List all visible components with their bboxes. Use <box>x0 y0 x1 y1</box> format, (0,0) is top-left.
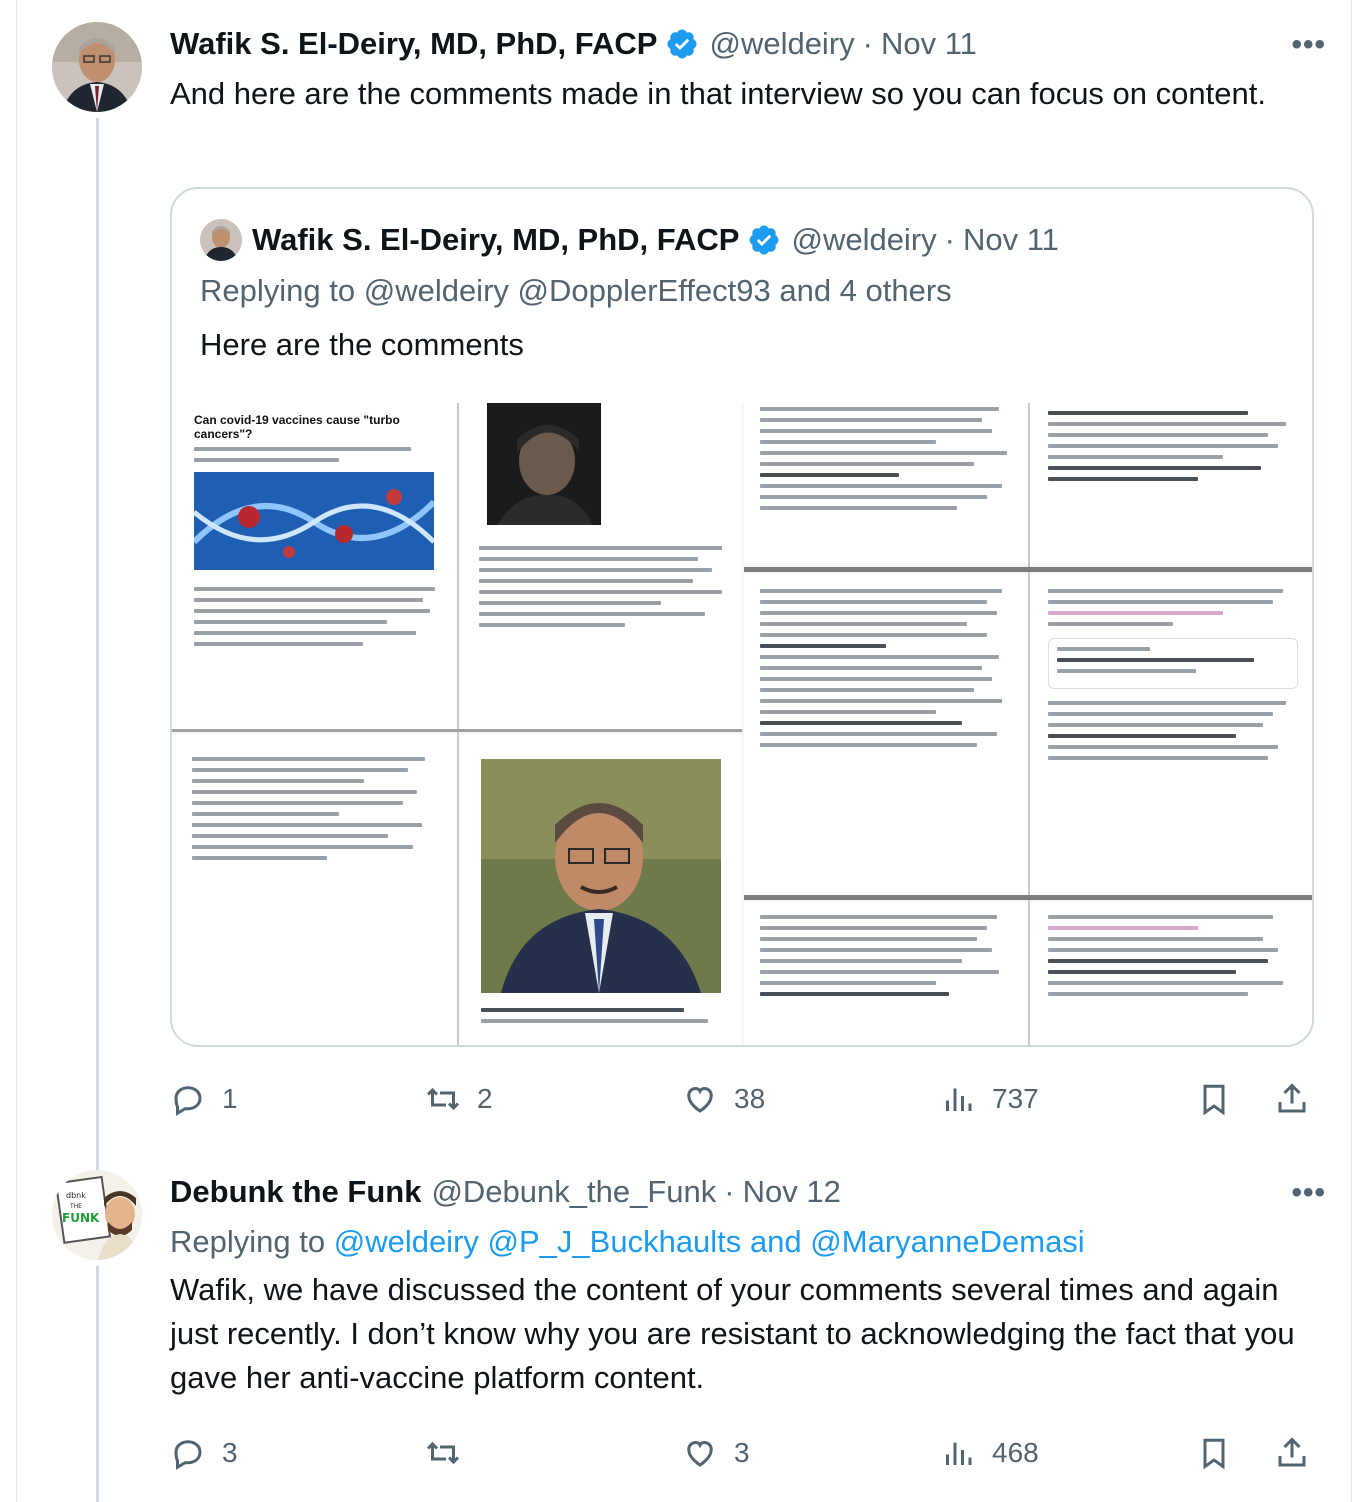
tweet-date[interactable]: Nov 12 <box>742 1174 841 1209</box>
collage-panel-interview-4 <box>1030 575 1314 895</box>
like-button[interactable] <box>682 1428 750 1478</box>
collage-panel-interview-6 <box>744 903 1028 1047</box>
mention-maryannedemasi[interactable]: @MaryanneDemasi <box>810 1224 1085 1259</box>
svg-text:FUNK: FUNK <box>62 1211 100 1225</box>
bookmark-button[interactable] <box>1196 1428 1232 1478</box>
view-count: 468 <box>992 1437 1039 1468</box>
views-icon <box>940 1435 976 1471</box>
tweet-date[interactable]: Nov 11 <box>880 26 977 61</box>
like-button[interactable] <box>682 1074 765 1124</box>
bookmark-icon <box>1196 1435 1232 1471</box>
retweet-icon <box>425 1081 461 1117</box>
quoted-author-handle: @weldeiry <box>791 222 937 257</box>
collage-panel-interview-7 <box>1030 903 1314 1047</box>
retweet-icon <box>425 1435 461 1471</box>
quoted-tweet-card[interactable] <box>170 187 1314 1047</box>
reply-count: 3 <box>222 1437 238 1468</box>
reply-count: 1 <box>222 1083 238 1114</box>
tweet-header <box>170 1172 841 1212</box>
reply-icon <box>170 1081 206 1117</box>
collage-panel-portrait-dark <box>459 403 742 729</box>
collage-panel-interview-1 <box>744 403 1028 563</box>
quoted-separator-dot: · <box>944 222 955 257</box>
share-icon <box>1274 1435 1310 1471</box>
retweet-count: 2 <box>477 1083 493 1114</box>
timeline-border-right <box>1351 0 1352 1502</box>
mention-pj-buckhaults[interactable]: @P_J_Buckhaults <box>487 1224 742 1259</box>
thread-connector-line-bottom <box>96 1266 99 1502</box>
quoted-tweet-date: Nov 11 <box>962 222 1059 257</box>
separator-dot: · <box>724 1174 735 1209</box>
reply-button[interactable] <box>170 1428 238 1478</box>
mention-weldeiry[interactable]: @weldeiry <box>333 1224 479 1259</box>
author-handle[interactable]: @Debunk_the_Funk <box>431 1174 717 1209</box>
quoted-tweet-header <box>200 219 1059 261</box>
avatar-debunk-the-funk[interactable] <box>52 1170 142 1260</box>
replying-to-others: and 4 others <box>770 273 952 308</box>
collage-panel-portrait <box>459 735 742 1047</box>
quoted-avatar <box>200 219 242 261</box>
doctor-portrait-photo <box>481 759 721 993</box>
view-count: 737 <box>992 1083 1039 1114</box>
reply-icon <box>170 1435 206 1471</box>
like-count: 3 <box>734 1437 750 1468</box>
tweet-actions <box>170 1074 1320 1124</box>
author-name[interactable]: Debunk the Funk <box>170 1174 422 1209</box>
dark-portrait-photo <box>487 403 601 525</box>
collage-panel-interview-2 <box>1030 403 1314 563</box>
quoted-tweet-text: Here are the comments <box>200 327 524 362</box>
tweet-text: Wafik, we have discussed the content of your comments several times and again just recently. I don’t know why you are resistant to acknowledging the fact that you gave her anti-vaccine platform content. <box>170 1272 1295 1395</box>
quoted-author-name[interactable]: Wafik S. El-Deiry, MD, PhD, FACP <box>252 222 740 257</box>
replying-to <box>170 1220 1320 1264</box>
more-icon[interactable]: ••• <box>1291 1176 1326 1209</box>
replying-to-and: and <box>749 1224 802 1259</box>
article-headline: Can covid-19 vaccines cause "turbo cancers"? <box>194 413 400 441</box>
author-handle[interactable]: @weldeiry <box>709 26 855 61</box>
avatar-weldeiry[interactable] <box>52 22 142 112</box>
retweet-button[interactable] <box>425 1074 493 1124</box>
like-icon <box>682 1081 718 1117</box>
bookmark-button[interactable] <box>1196 1074 1232 1124</box>
svg-text:THE: THE <box>70 1203 82 1210</box>
tweet-text: And here are the comments made in that interview so you can focus on content. <box>170 76 1266 111</box>
tweet-actions <box>170 1428 1320 1478</box>
collage-panel-interview-5 <box>172 735 457 1047</box>
reply-button[interactable] <box>170 1074 238 1124</box>
verified-badge-icon <box>665 27 699 61</box>
dna-virus-illustration <box>194 472 434 570</box>
collage-panel-article-header <box>172 403 457 729</box>
like-icon <box>682 1435 718 1471</box>
replying-to-prefix: Replying to <box>170 1224 334 1259</box>
more-icon[interactable]: ••• <box>1291 28 1326 61</box>
thread-connector-line <box>96 118 99 1180</box>
views-button[interactable] <box>940 1074 1039 1124</box>
share-button[interactable] <box>1274 1428 1310 1478</box>
replying-to-targets: @weldeiry @DopplerEffect93 <box>363 273 771 308</box>
collage-panel-interview-3 <box>744 575 1028 895</box>
author-name[interactable]: Wafik S. El-Deiry, MD, PhD, FACP <box>170 26 658 61</box>
share-icon <box>1274 1081 1310 1117</box>
share-button[interactable] <box>1274 1074 1310 1124</box>
bookmark-icon <box>1196 1081 1232 1117</box>
replying-to-prefix: Replying to <box>200 273 364 308</box>
quoted-tweet-media-collage[interactable] <box>172 403 1314 1047</box>
timeline-border-left <box>16 0 17 1502</box>
like-count: 38 <box>734 1083 766 1114</box>
retweet-button[interactable] <box>425 1428 477 1478</box>
quoted-verified-badge-icon <box>747 223 781 257</box>
quoted-replying-to <box>200 273 952 309</box>
views-button[interactable] <box>940 1428 1039 1478</box>
tweet-header <box>170 24 977 64</box>
svg-text:dbnk: dbnk <box>66 1191 86 1200</box>
separator-dot: · <box>862 26 873 61</box>
views-icon <box>940 1081 976 1117</box>
